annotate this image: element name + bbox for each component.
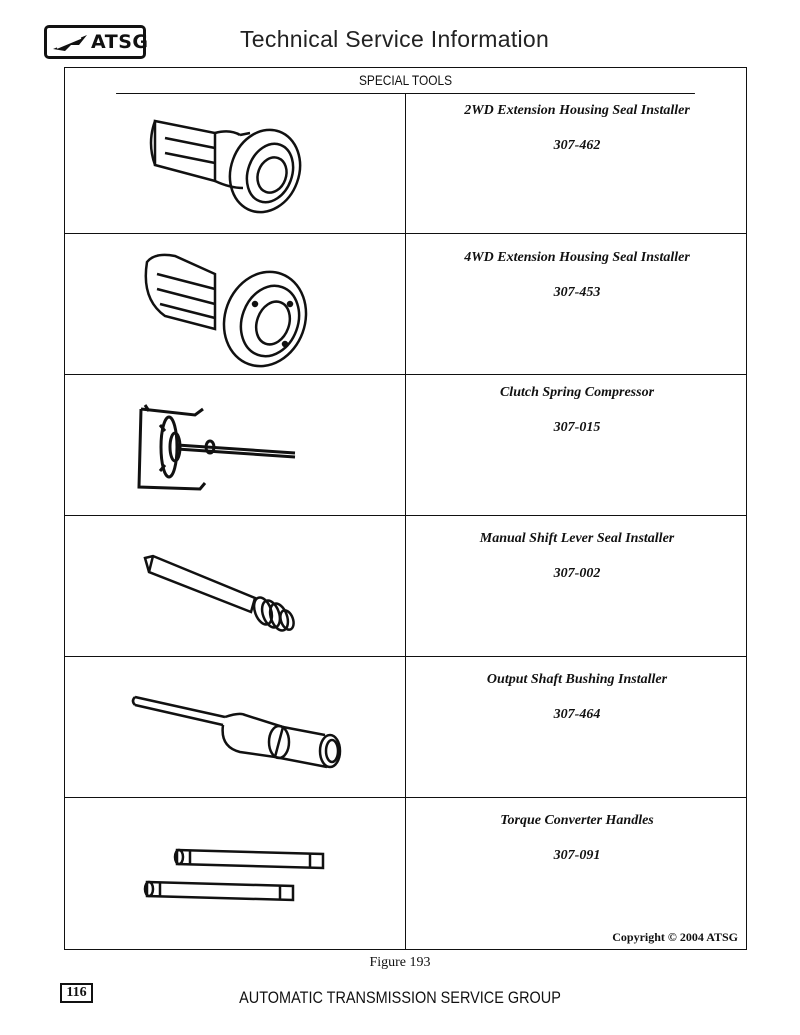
bushing-installer-icon: [65, 657, 406, 798]
tool-number: 307-464: [553, 707, 601, 722]
tool-number: 307-453: [553, 285, 601, 300]
tool-illustration: [65, 375, 406, 515]
page-number: 116: [60, 983, 93, 1003]
clutch-spring-compressor-icon: [65, 375, 406, 516]
tool-number: 307-002: [553, 566, 601, 581]
tool-row: [65, 93, 746, 234]
tool-illustration: [65, 93, 406, 233]
tool-number: 307-462: [553, 138, 601, 153]
logo-text: ATSG: [91, 31, 149, 53]
tool-name: 4WD Extension Housing Seal Installer: [464, 250, 690, 265]
atsg-logo: [44, 25, 149, 59]
page-title: Technical Service Information: [240, 26, 550, 52]
table-heading: SPECIAL TOOLS: [116, 68, 695, 94]
tool-number: 307-015: [553, 420, 601, 435]
tool-row: [65, 798, 746, 949]
seal-installer-4wd-icon: [65, 234, 406, 375]
tool-row: [65, 375, 746, 516]
tool-illustration: [65, 234, 406, 374]
special-tools-table: [64, 67, 747, 950]
tool-row: [65, 234, 746, 375]
tool-number: 307-091: [553, 848, 601, 863]
shift-lever-seal-installer-icon: [65, 516, 406, 657]
tool-name: Output Shaft Bushing Installer: [486, 672, 668, 687]
footer-text: AUTOMATIC TRANSMISSION SERVICE GROUP: [239, 988, 561, 1007]
tool-row: [65, 516, 746, 657]
tool-name: Clutch Spring Compressor: [499, 385, 655, 400]
tool-name: 2WD Extension Housing Seal Installer: [464, 103, 690, 118]
tool-name: Manual Shift Lever Seal Installer: [479, 531, 675, 546]
seal-installer-2wd-icon: [65, 93, 406, 234]
tool-row: [65, 657, 746, 798]
figure-caption: Figure 193: [369, 955, 431, 970]
tool-illustration: [65, 516, 406, 656]
wing-icon: [51, 33, 89, 53]
tool-name: Torque Converter Handles: [500, 813, 654, 828]
tool-illustration: [65, 657, 406, 797]
tool-illustration: [65, 798, 406, 949]
copyright-notice: Copyright © 2004 ATSG: [612, 930, 738, 944]
torque-converter-handles-icon: [65, 798, 406, 949]
